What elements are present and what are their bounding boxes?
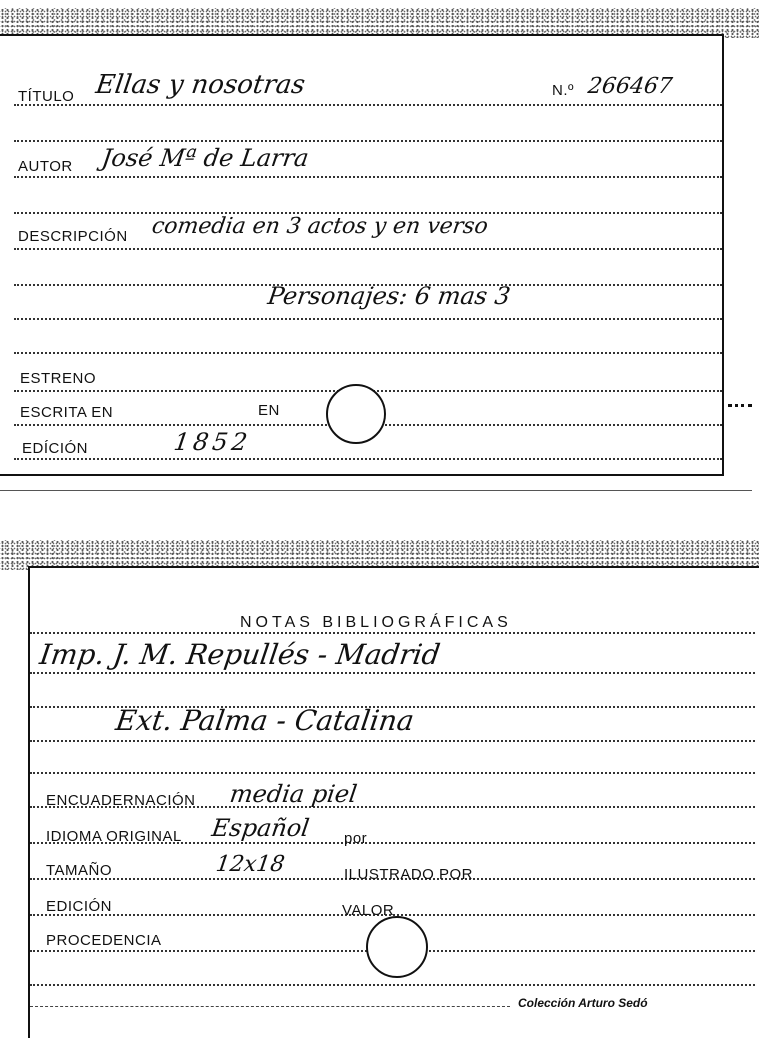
tamano-value: 12x18 [214, 852, 287, 877]
numero-label: N.º [552, 82, 574, 99]
card1-rule [14, 176, 722, 178]
card1-rule [14, 458, 722, 460]
note-line-2: Ext. Palma - Catalina [113, 704, 417, 737]
edicion-value: 1852 [172, 428, 254, 456]
card2-rule [30, 984, 755, 986]
descripcion-label: DESCRIPCIÓN [18, 228, 128, 245]
tamano-label: TAMAÑO [46, 862, 113, 879]
escrita-en-label: ESCRITA EN [20, 404, 114, 421]
en-label: EN [258, 402, 280, 419]
edge-mark [728, 404, 752, 407]
collection-footer: Colección Arturo Sedó [518, 996, 648, 1010]
valor-label: VALOR [342, 902, 395, 919]
encuadernacion-label: ENCUADERNACIÓN [46, 792, 196, 809]
ilustrado-label: ILUSTRADO POR [344, 866, 474, 883]
estreno-label: ESTRENO [20, 370, 97, 387]
notas-heading: NOTAS BIBLIOGRÁFICAS [240, 614, 512, 631]
titulo-value: Ellas y nosotras [93, 70, 307, 100]
personajes-value: Personajes: 6 mas 3 [266, 282, 513, 310]
bottom-line [30, 1006, 510, 1007]
card2-rule [30, 672, 755, 674]
card2-rule [30, 772, 755, 774]
note-line-1: Imp. J. M. Repullés - Madrid [37, 638, 443, 671]
card1-rule [14, 104, 722, 106]
card1-rule [14, 352, 722, 354]
card-divider [0, 490, 752, 491]
autor-label: AUTOR [18, 158, 73, 175]
card1-rule [14, 248, 722, 250]
punch-hole-circle [326, 384, 386, 444]
edicion-label: EDÍCIÓN [22, 440, 89, 457]
punch-hole-circle-2 [366, 916, 428, 978]
descripcion-value: comedia en 3 actos y en verso [150, 214, 490, 239]
card1-rule [14, 318, 722, 320]
encuadernacion-value: media piel [228, 780, 359, 808]
idioma-value: Español [210, 814, 312, 842]
titulo-label: TÍTULO [18, 88, 75, 105]
autor-value: José Mª de Larra [100, 144, 311, 172]
card2-rule [30, 632, 755, 634]
card2-rule [30, 740, 755, 742]
procedencia-label: PROCEDENCIA [46, 932, 162, 949]
numero-value: 266467 [586, 74, 674, 99]
por-label: por [344, 830, 368, 847]
card1-rule [14, 140, 722, 142]
edicion2-label: EDICIÓN [46, 898, 113, 915]
idioma-label: IDIOMA ORIGINAL [46, 828, 182, 845]
